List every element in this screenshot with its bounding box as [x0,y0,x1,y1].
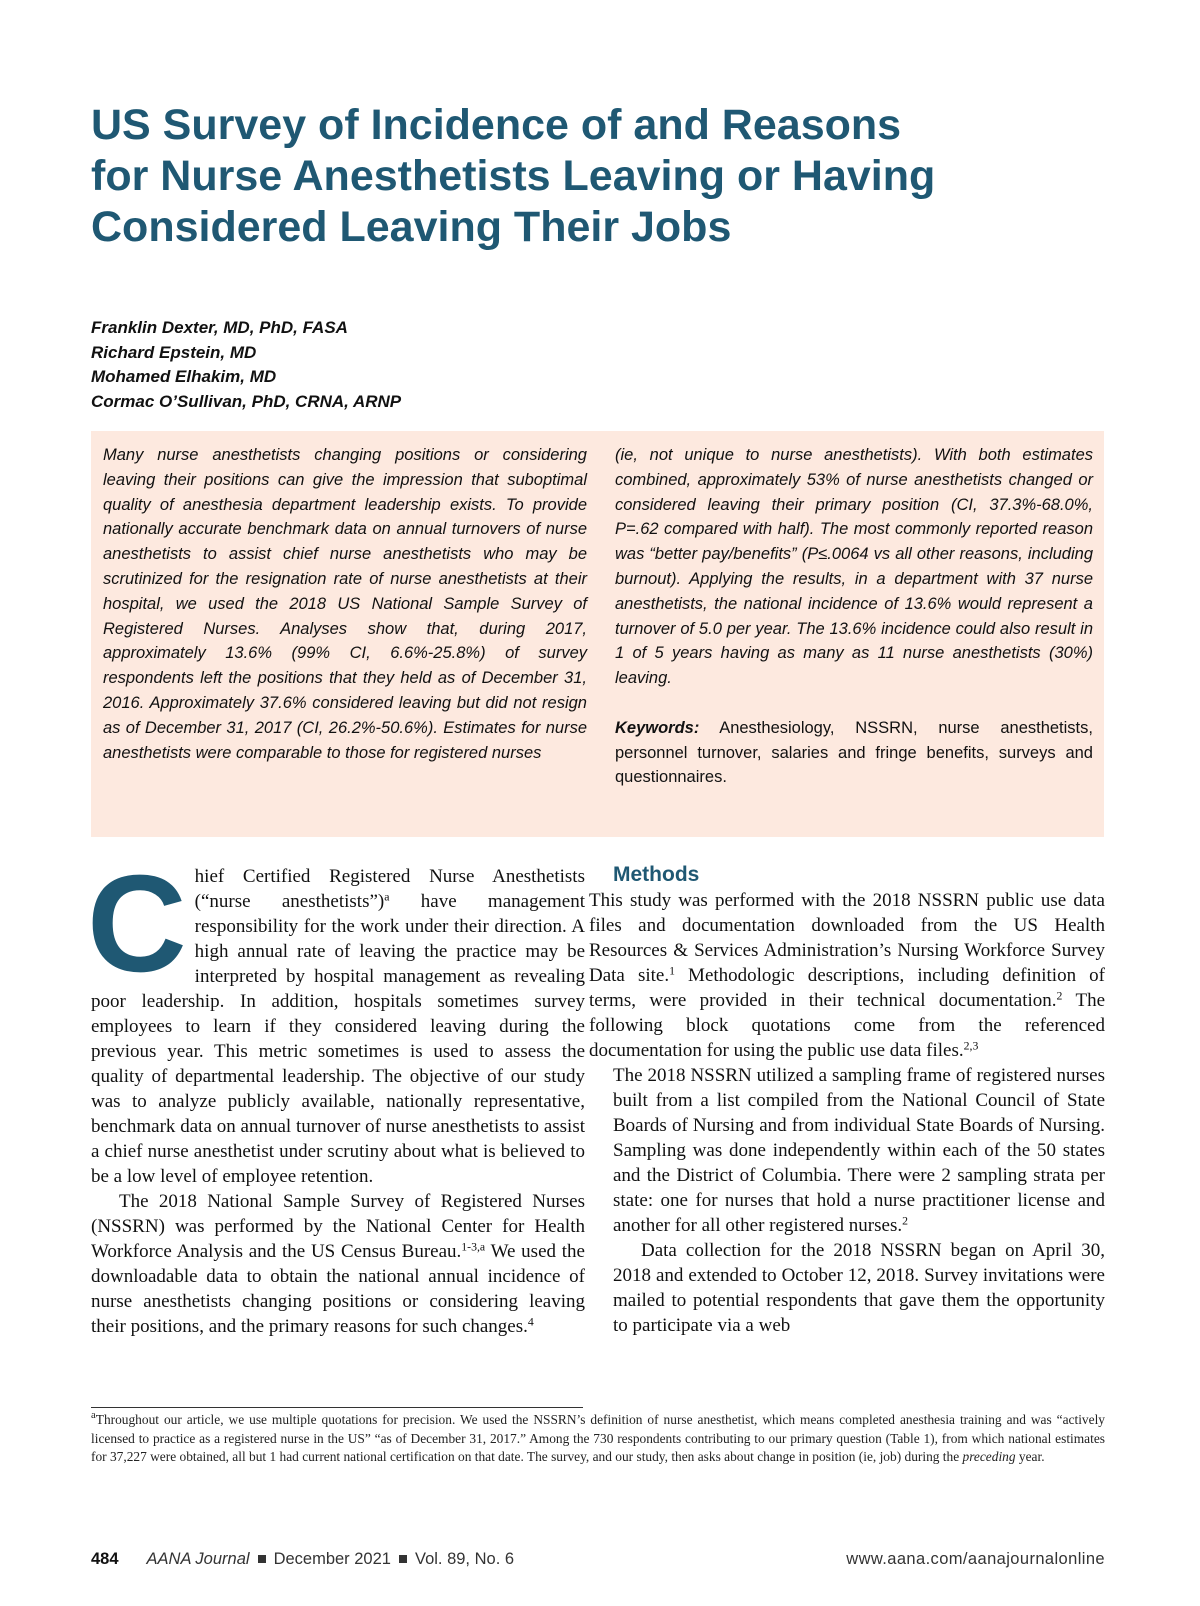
methods-p1-text-c: The following block quotations come from the referenced documentation for using the public use data files. [589,990,1105,1061]
methods-p1-text-b: Methodologic descriptions, including definition of terms, were provided in their technical documentation. [589,965,1105,1011]
abstract-text-left: Many nurse anesthetists changing positions or considering leaving their positions can give the impression that suboptimal quality of anesthesia department leadership exists. To provide nationally accurate benchmark data on annual turnovers of nurse anesthetists to assist chief nurse anesthetists who may be scrutinized for the resignation rate of nurse anesthetists at their hospital, we used the 2018 US National Sample Survey of Registered Nurses. Analyses show that, during 2017, approximately 13.6% (99% CI, 6.6%-25.8%) of survey respondents left the positions that they held as of December 31, 2016. Approximately 37.6% considered leaving but did not resign as of December 31, 2017 (CI, 26.2%-50.6%). Estimates for nurse anesthetists were comparable to those for registered nurses [103,446,587,762]
citation-ref: 2,3 [963,1039,979,1053]
author-4: Cormac O’Sullivan, PhD, CRNA, ARNP [91,391,402,411]
title-line-2: for Nurse Anesthetists Leaving or Having [91,152,936,200]
abstract-column-left [103,443,587,765]
citation-ref: 2 [902,1214,909,1228]
journal-name: AANA Journal [146,1550,250,1568]
citation-ref: 4 [527,1315,534,1329]
abstract-text-right: (ie, not unique to nurse anesthetists). With both estimates combined, approximately 53% of nurse anesthetists changed or considered leaving their primary position (CI, 37.3%-68.0%, P=.62 compared with half). The most commonly reported reason was “better pay/benefits” (P≤.0064 vs all other reasons, including burnout). Applying the results, in a department with 37 nurse anesthetists, the national incidence of 13.6% would represent a turnover of 5.0 per year. The 13.6% incidence could also result in 1 of 5 years having as many as 11 nurse anesthetists (30%) leaving. [615,446,1093,688]
footnote-ref-a: a [384,890,390,904]
keywords [615,716,1093,790]
block-quote-2: Data collection for the 2018 NSSRN began on April 30, 2018 and extended to October 12, 2018. Survey invitations were mailed to potential respondents that gave them the opportunity to participate via a web [613,1240,1105,1336]
body-column-left [87,847,586,1339]
footnote-divider [91,1407,583,1408]
footnote-text-b: year. [1015,1449,1045,1464]
page-number: 484 [91,1550,119,1568]
title-line-1: US Survey of Incidence of and Reasons [91,101,902,149]
journal-url[interactable]: www.aana.com/aanajournalonline [846,1550,1105,1568]
block-quote-1 [613,1063,1105,1238]
square-bullet-icon [399,1555,407,1563]
footnote-marker: a [91,1409,96,1422]
drop-cap: C [87,847,187,1001]
citation-ref: 1-3,a [461,1240,486,1254]
footnote-text-a: Throughout our article, we use multiple quotations for precision. We used the NSSRN’s definition of nurse anesthetist, which means completed anesthesia training and was “actively licensed to practice as a registered nurse in the US” “as of December 31, 2017.” Among the 730 respondents contributing to our primary question (Table 1), from which national estimates for 37,227 were obtained, all but 1 had current national certification on that date. The survey, and our study, then asks about change in position (ie, job) during the [91,1412,1105,1464]
intro-p1-text-b: have management responsibility for the work under their direction. A high annual rate of leaving the practice may be interpreted by hospital management as revealing poor leadership. In addition, hospitals sometimes survey employees to learn if they considered leaving during the previous year. This metric sometimes is used to assess the quality of departmental leadership. The objective of our study was to analyze publicly available, nationally representative, benchmark data on annual turnover of nurse anesthetists to assist a chief nurse anesthetist under scrutiny about what is believed to be a low level of employee retention. [91,891,586,1187]
block-quote-1-text: The 2018 NSSRN utilized a sampling frame of registered nurses built from a list compiled from the National Council of State Boards of Nursing and from individual State Boards of Nursing. Sampling was done independently within each of the 50 states and the District of Columbia. There were 2 sampling strata per state: one for nurses that hold a nurse practitioner license and another for all other registered nurses. [613,1065,1105,1236]
issue-date: December 2021 [273,1550,391,1568]
intro-p2-text-b: We used the downloadable data to obtain the national annual incidence of nurse anesthetists changing positions or considering leaving their positions, and the primary reasons for such changes. [91,1241,585,1337]
author-3: Mohamed Elhakim, MD [91,367,277,386]
author-1: Franklin Dexter, MD, PhD, FASA [91,318,348,337]
methods-heading: Methods [613,863,700,886]
article-title [91,100,1091,253]
intro-paragraph-2 [91,1189,585,1339]
author-list [91,316,791,414]
abstract-column-right [615,443,1093,790]
author-2: Richard Epstein, MD [91,342,257,362]
volume-issue: Vol. 89, No. 6 [414,1550,515,1568]
footnote-emphasis: preceding [962,1449,1016,1464]
citation-ref: 1 [669,964,675,978]
citation-ref: 2 [1056,989,1063,1003]
body-column-right [589,862,1105,1338]
keywords-text: Anesthesiology, NSSRN, nurse anesthetists, personnel turnover, salaries and fringe benefits, surveys and questionnaires. [615,718,1093,787]
abstract-box [91,431,1104,837]
intro-p2-text-a: The 2018 National Sample Survey of Registered Nurses (NSSRN) was performed by the National Center for Health Workforce Analysis and the US Census Bureau. [91,1191,585,1262]
square-bullet-icon [258,1555,266,1563]
footnote [91,1411,1105,1467]
keywords-label: Keywords: [615,718,700,737]
methods-p1-text-a: This study was performed with the 2018 NSSRN public use data files and documentation downloaded from the US Health Resources & Services Administration’s Nursing Workforce Survey Data site. [589,890,1105,986]
methods-paragraph-1 [589,888,1105,1063]
page-footer [91,1550,1105,1574]
intro-p1-text-a: hief Certified Registered Nurse Anesthetists (“nurse anesthetists”) [194,866,585,912]
title-line-3: Considered Leaving Their Jobs [91,203,732,251]
